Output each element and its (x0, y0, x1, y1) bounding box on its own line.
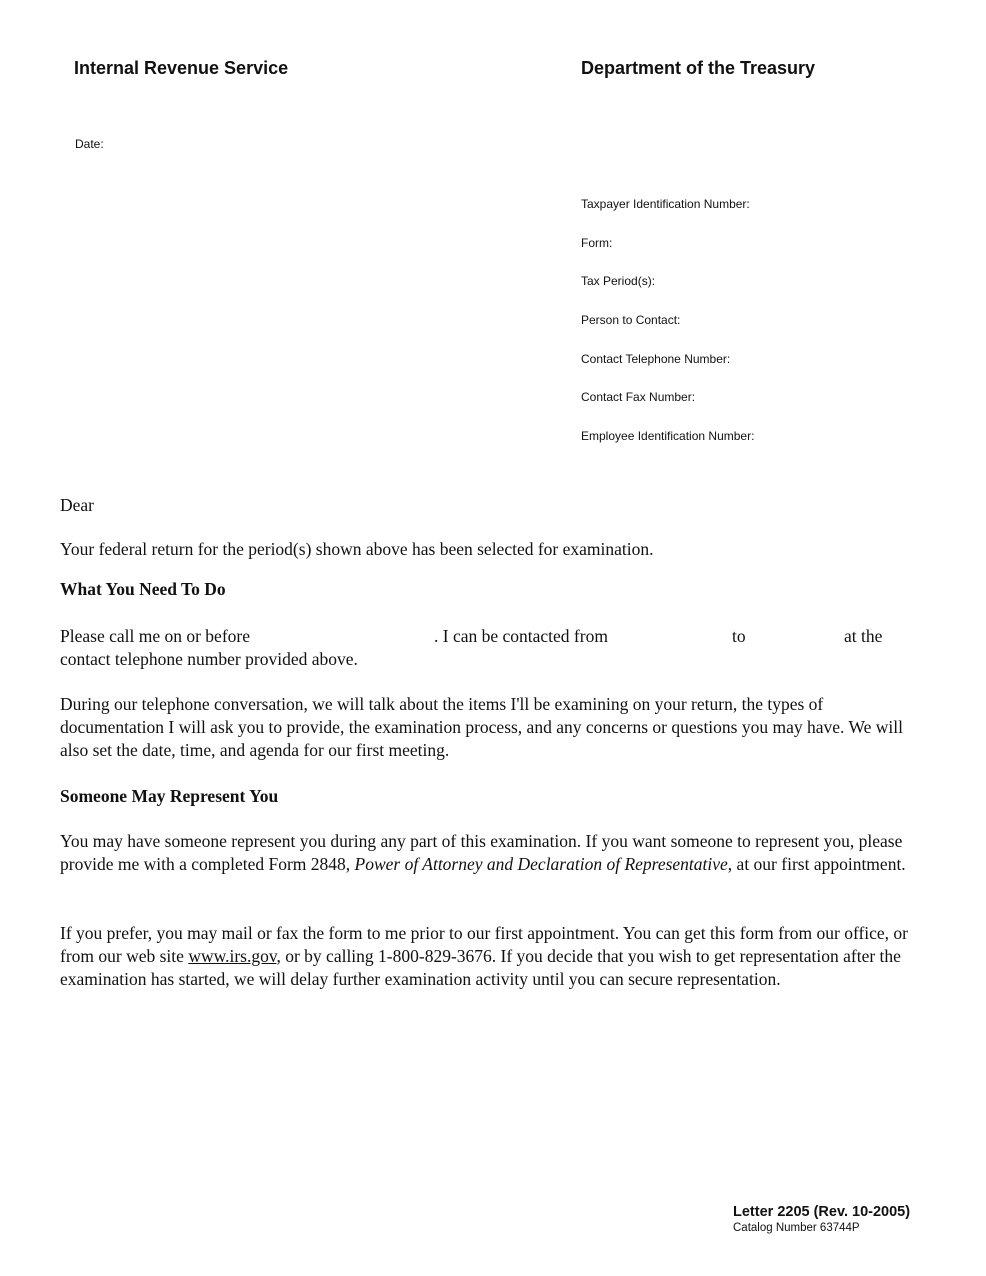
call-text-line2: contact telephone number provided above. (60, 649, 358, 669)
salutation: Dear (60, 495, 95, 515)
field-employee-id: Employee Identification Number: (581, 429, 755, 443)
agency-name: Internal Revenue Service (74, 58, 289, 78)
field-person-to-contact: Person to Contact: (581, 313, 681, 327)
heading-someone-may-represent-you: Someone May Represent You (60, 786, 279, 806)
field-contact-fax: Contact Fax Number: (581, 390, 696, 404)
date-label: Date: (75, 137, 104, 151)
mail-fax-paragraph (60, 922, 930, 991)
representation-text-start: You may have someone represent you during any part of this examination. If you want someone to represent you, please provide me with a completed Form 2848, (60, 831, 903, 874)
department-name: Department of the Treasury (581, 58, 816, 78)
call-text-part1: Please call me on or before (60, 626, 250, 646)
field-tax-periods: Tax Period(s): (581, 274, 656, 288)
mail-fax-text-start: If you prefer, you may mail or fax the form to me prior to our first appointment. You can get this form from our office, or from our web site (60, 923, 909, 966)
field-form: Form: (581, 236, 613, 250)
call-text-part2: . I can be contacted from (434, 626, 608, 646)
call-text-part3: to (732, 626, 746, 646)
field-taxpayer-id: Taxpayer Identification Number: (581, 197, 750, 211)
catalog-number: Catalog Number 63744P (733, 1222, 860, 1234)
field-contact-telephone: Contact Telephone Number: (581, 352, 731, 366)
letter-number: Letter 2205 (Rev. 10-2005) (733, 1204, 911, 1220)
telephone-conversation-paragraph: During our telephone conversation, we will talk about the items I'll be examining on your return, the types of documentation I will ask you to provide, the examination process, and any concerns or questions you may have. We will also set the date, time, and agenda for our first meeting. (60, 694, 903, 760)
call-text-part4: at the (844, 626, 883, 646)
intro-paragraph: Your federal return for the period(s) shown above has been selected for examination. (60, 539, 654, 559)
form-2848-title: Power of Attorney and Declaration of Representative (354, 854, 728, 874)
representation-text-end: , at our first appointment. (727, 854, 906, 874)
irs-website-link[interactable]: www.irs.gov (188, 946, 277, 966)
mail-fax-text-end: , or by calling 1-800-829-3676. If you decide that you wish to get representation after the examination has started, we will delay further examination activity until you can secure representation. (60, 946, 901, 989)
heading-what-you-need-to-do: What You Need To Do (60, 579, 226, 599)
representation-paragraph (60, 830, 930, 876)
